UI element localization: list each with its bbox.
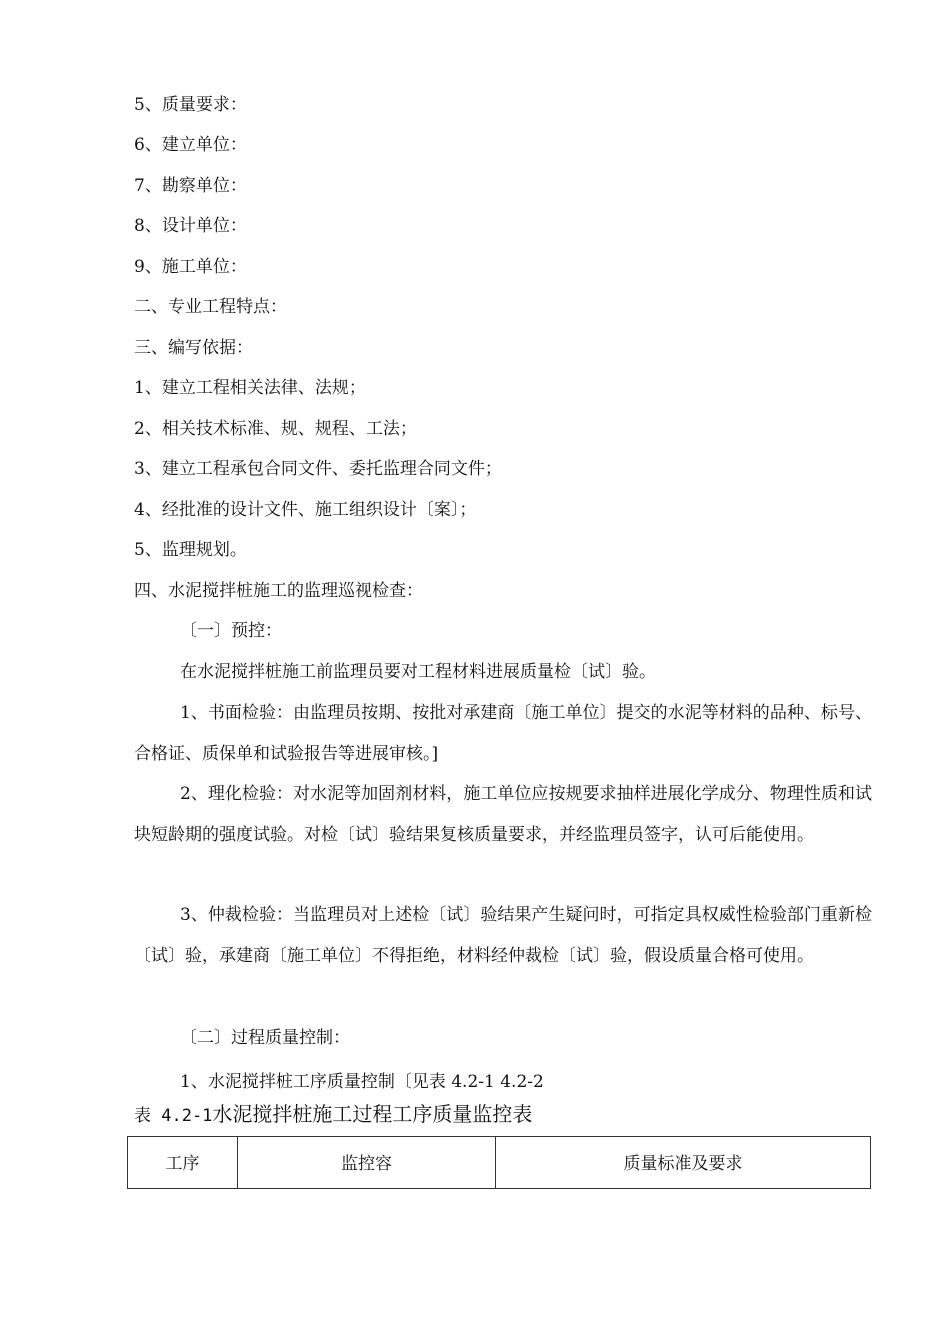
intro-paragraph: 在水泥搅拌桩施工前监理员要对工程材料进展质量检〔试〕验。 [180,662,656,682]
paragraph-arbitration-check: 3、仲裁检验：当监理员对上述检〔试〕验结果产生疑问时，可指定具权威性检验部门重新检〔试〕验，承建商〔施工单位〕不得拒绝，材料经仲裁检〔试〕验，假设质量合格可使用。 [134,905,872,966]
item-construction-unit: 6、建立单位： [134,135,247,155]
item-contractor-unit: 9、施工单位： [134,257,247,277]
item-survey-unit: 7、勘察单位： [134,176,247,196]
item-quality-requirements: 5、质量要求： [134,95,247,115]
quality-control-table [127,1136,871,1189]
table-title: 水泥搅拌桩施工过程工序质量监控表 [212,1102,533,1126]
basis-item-3: 3、建立工程承包合同文件、委托监理合同文件； [134,459,502,479]
header-quality-standard: 质量标准及要求 [496,1137,871,1189]
section-heading-basis: 三、编写依据： [134,338,253,358]
table-number: 表 4.2-1 [134,1106,213,1126]
section-heading-inspection: 四、水泥搅拌桩施工的监理巡视检查： [134,581,423,601]
section-heading-features: 二、专业工程特点： [134,297,287,317]
paragraph-document-check: 1、书面检验：由监理员按期、按批对承建商〔施工单位〕提交的水泥等材料的品种、标号、合格证、质保单和试验报告等进展审核。] [134,703,872,764]
basis-item-1: 1、建立工程相关法律、法规； [134,378,366,398]
item-design-unit: 8、设计单位： [134,216,247,236]
table-caption [134,1101,532,1129]
header-monitoring-content: 监控容 [238,1137,496,1189]
paragraph-physical-chemical-check: 2、理化检验：对水泥等加固剂材料，施工单位应按规要求抽样进展化学成分、物理性质和试块短龄期的强度试验。对检〔试〕验结果复核质量要求，并经监理员签字，认可后能使用。 [134,784,872,845]
subheading-process-control: 〔二〕过程质量控制： [180,1028,350,1048]
process-item-1: 1、水泥搅拌桩工序质量控制〔见表 4.2-1 4.2-2 [180,1072,544,1092]
basis-item-4: 4、经批准的设计文件、施工组织设计〔案〕； [134,500,477,520]
basis-item-5: 5、监理规划。 [134,540,247,560]
subheading-precontrol: 〔一〕预控： [180,621,282,641]
header-process: 工序 [128,1137,238,1189]
basis-item-2: 2、相关技术标准、规、规程、工法； [134,419,417,439]
table-header-row [128,1137,871,1189]
